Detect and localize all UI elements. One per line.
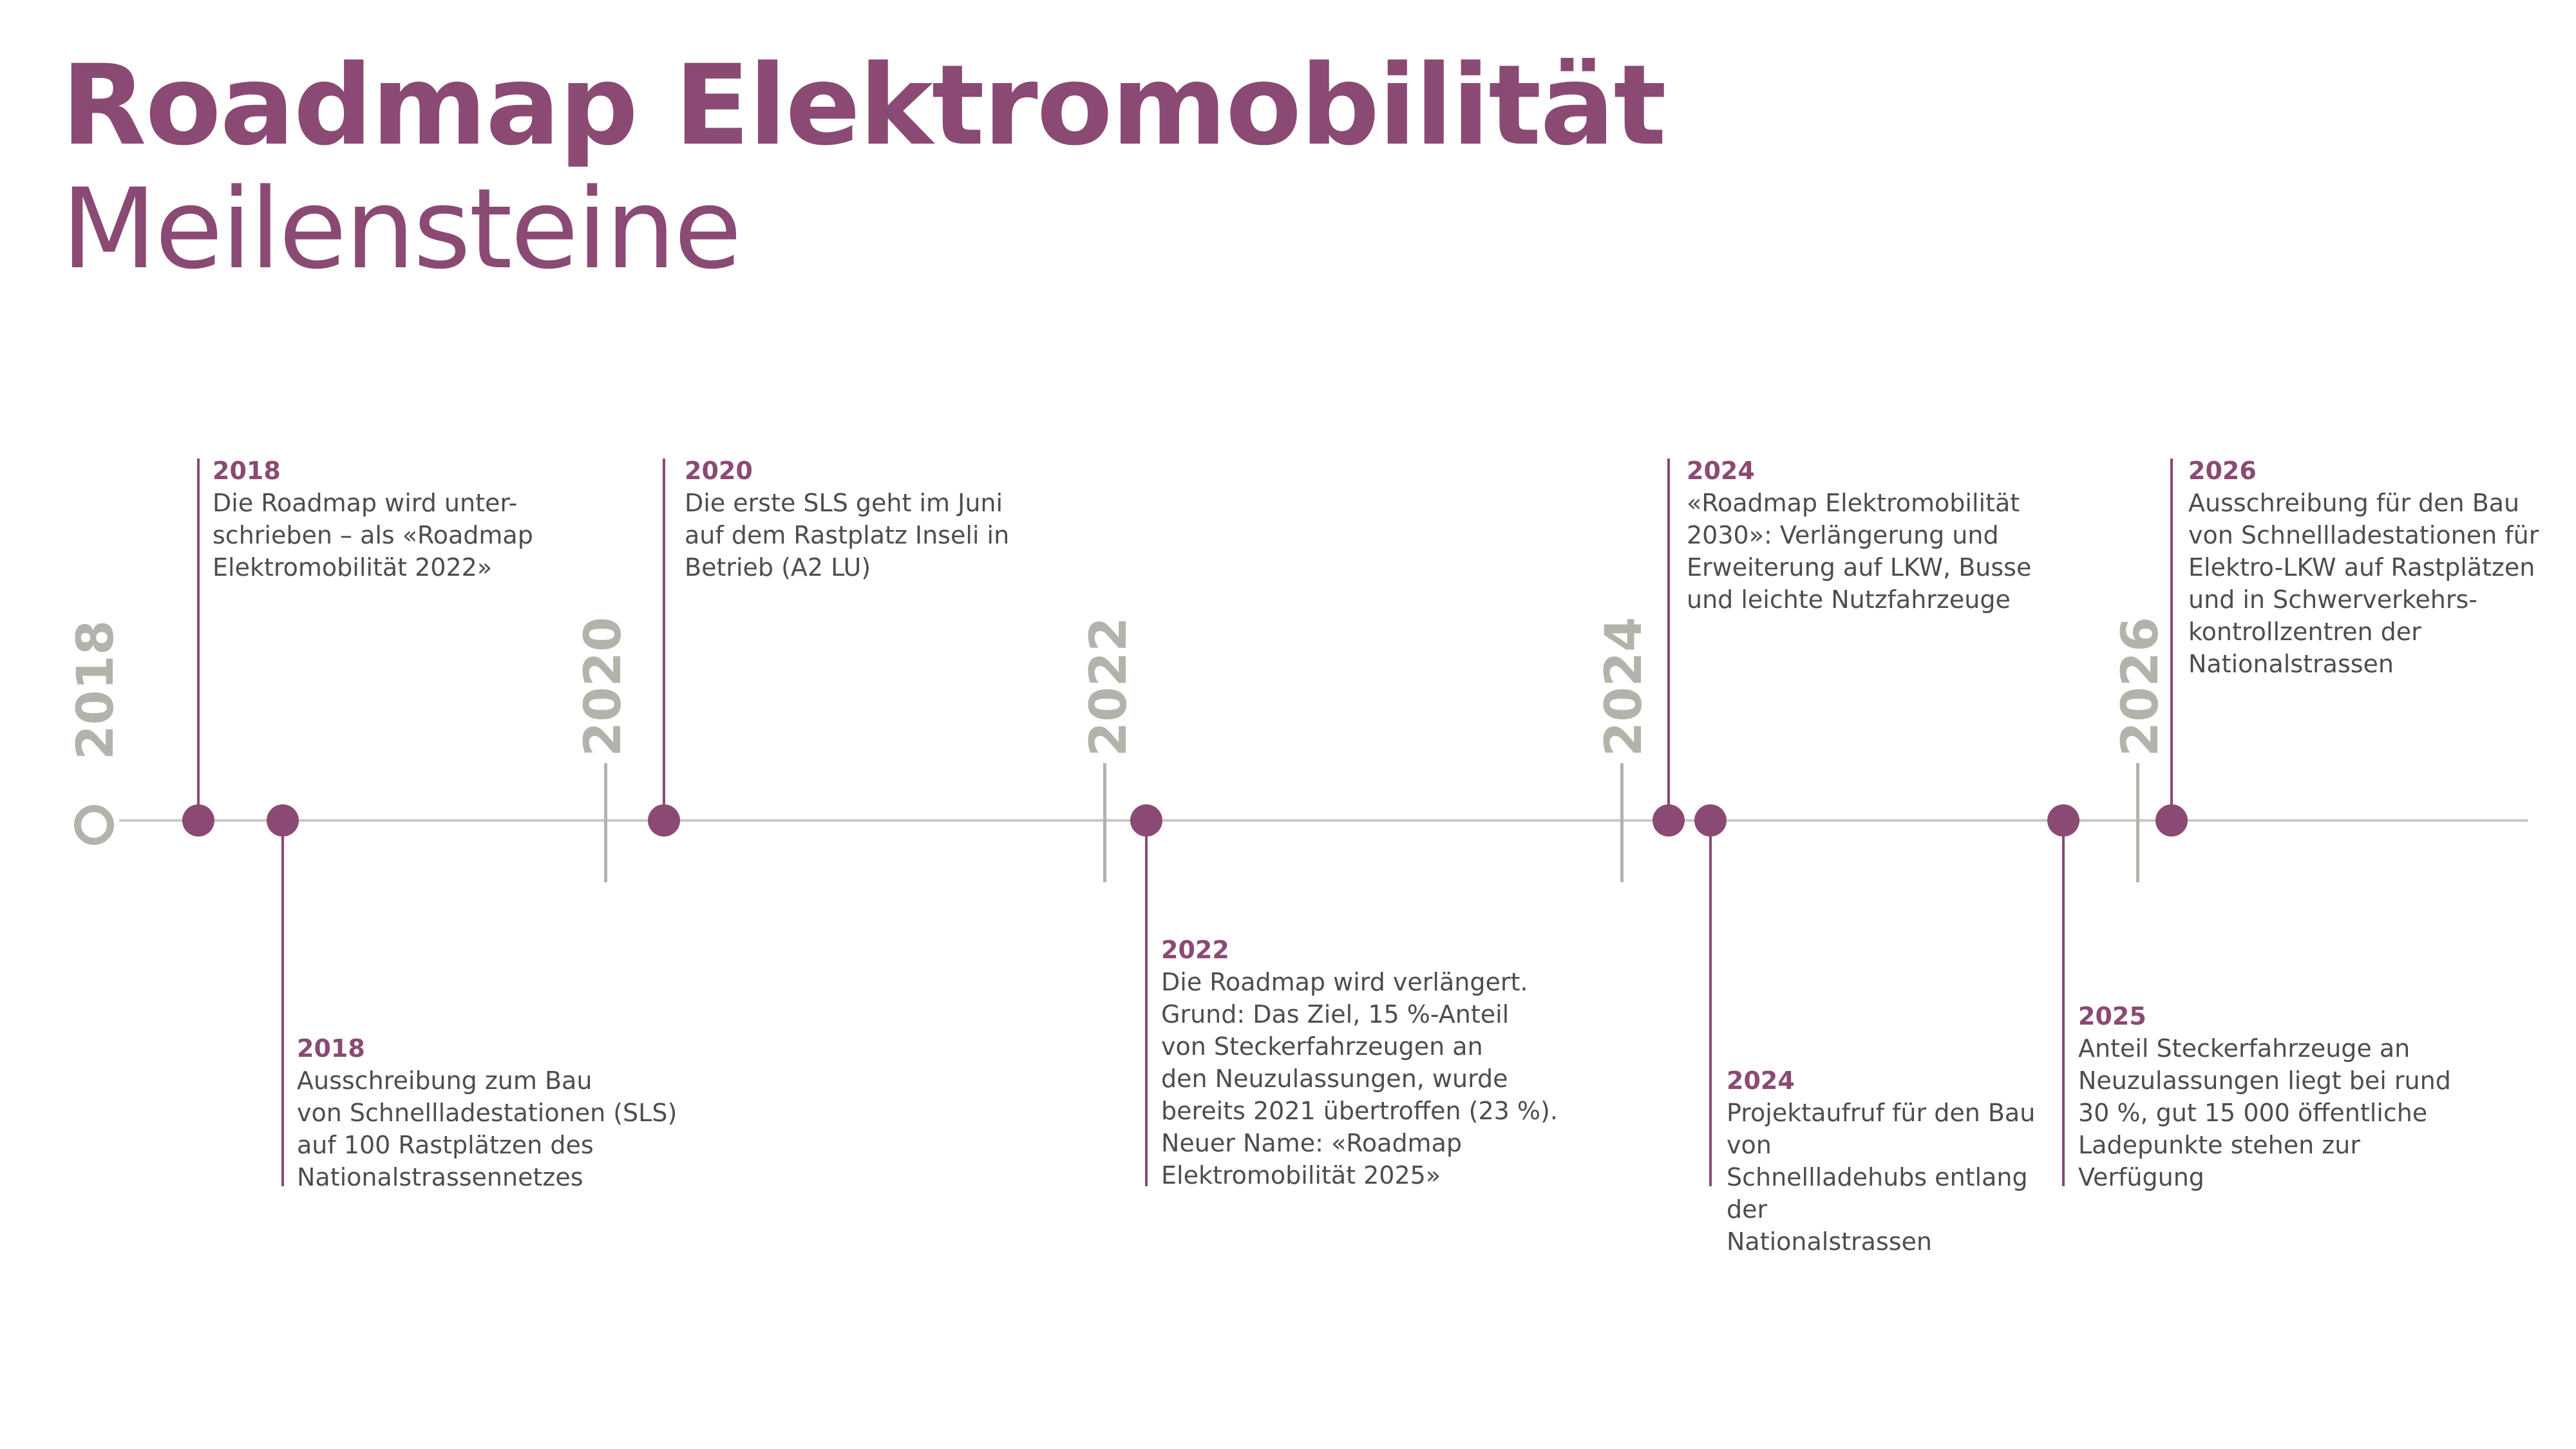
milestone-text: Projektaufruf für den Bau von Schnellladehubs entlang der Nationalstrassen: [1727, 1099, 2036, 1256]
milestone-stem: [1145, 820, 1148, 1186]
milestone-text: «Roadmap Elektromobilität 2030»: Verlängerung und Erweiterung auf LKW, Busse und leichte Nutzfahrzeuge: [1687, 489, 2032, 614]
year-tick-2024: [1620, 763, 1624, 882]
milestone-card: [213, 455, 547, 583]
milestone-year: 2020: [685, 457, 753, 485]
year-tick-2026: [2136, 763, 2139, 882]
milestone-stem: [663, 459, 665, 820]
milestone-stem: [197, 459, 200, 820]
milestone-year: 2022: [1161, 936, 1229, 964]
milestone-year: 2026: [2188, 457, 2257, 485]
page-subtitle: Meilensteine: [61, 164, 741, 294]
milestone-dot: [182, 804, 214, 837]
milestone-card: [1161, 934, 1560, 1191]
year-label-2020-text: 2020: [574, 616, 632, 757]
milestone-text: Die Roadmap wird unter- schrieben – als «Roadmap Elektromobilität 2022»: [213, 489, 533, 582]
milestone-text: Die erste SLS geht im Juni auf dem Rastplatz Inseli in Betrieb (A2 LU): [685, 489, 1010, 582]
year-label-2024-text: 2024: [1595, 616, 1653, 757]
milestone-card: [2078, 1000, 2452, 1193]
milestone-card: [297, 1032, 683, 1193]
milestone-card: [1727, 1065, 2074, 1258]
milestone-year: 2024: [1687, 457, 1755, 485]
year-label-2022-text: 2022: [1080, 616, 1138, 757]
milestone-dot: [1653, 804, 1685, 837]
milestone-year: 2025: [2078, 1002, 2146, 1030]
timeline-start-marker: [74, 805, 114, 845]
milestone-dot: [2047, 804, 2079, 837]
milestone-year: 2024: [1727, 1066, 1795, 1095]
milestone-stem: [1709, 820, 1712, 1186]
milestone-dot: [648, 804, 680, 837]
milestone-stem: [2170, 459, 2173, 820]
milestone-dot: [1694, 804, 1727, 837]
milestone-text: Ausschreibung zum Bau von Schnellladestationen (SLS) auf 100 Rastplätzen des Nationalstrassennetzes: [297, 1066, 677, 1191]
milestone-year: 2018: [213, 457, 281, 485]
milestone-year: 2018: [297, 1034, 365, 1063]
milestone-card: [685, 455, 1045, 583]
milestone-dot: [2155, 804, 2188, 837]
year-label-2018-text: 2018: [67, 620, 125, 760]
year-label-2026-text: 2026: [2112, 616, 2170, 757]
year-tick-2020: [604, 763, 607, 882]
milestone-card: [1687, 455, 2047, 616]
milestone-dot: [1130, 804, 1162, 837]
milestone-stem: [281, 820, 284, 1186]
milestone-card: [2188, 455, 2562, 680]
milestone-stem: [1667, 459, 1670, 820]
year-tick-2022: [1103, 763, 1106, 882]
milestone-dot: [267, 804, 299, 837]
milestone-text: Anteil Steckerfahrzeuge an Neuzulassungen liegt bei rund 30 %, gut 15 000 öffentliche Ladepunkte stehen zur Verfügung: [2078, 1034, 2451, 1191]
page-title: Roadmap Elektromobilität: [61, 41, 1665, 170]
milestone-text: Ausschreibung für den Bau von Schnellladestationen für Elektro-LKW auf Rastplätzen und in Schwerverkehrs- kontrollzentren der Nationalstrassen: [2188, 489, 2539, 678]
milestone-text: Die Roadmap wird verlängert. Grund: Das Ziel, 15 %-Anteil von Steckerfahrzeugen an den Neuzulassungen, wurde bereits 2021 übertroffen (23 %). Neuer Name: «Roadmap Elektromobilität 2025»: [1161, 968, 1558, 1189]
